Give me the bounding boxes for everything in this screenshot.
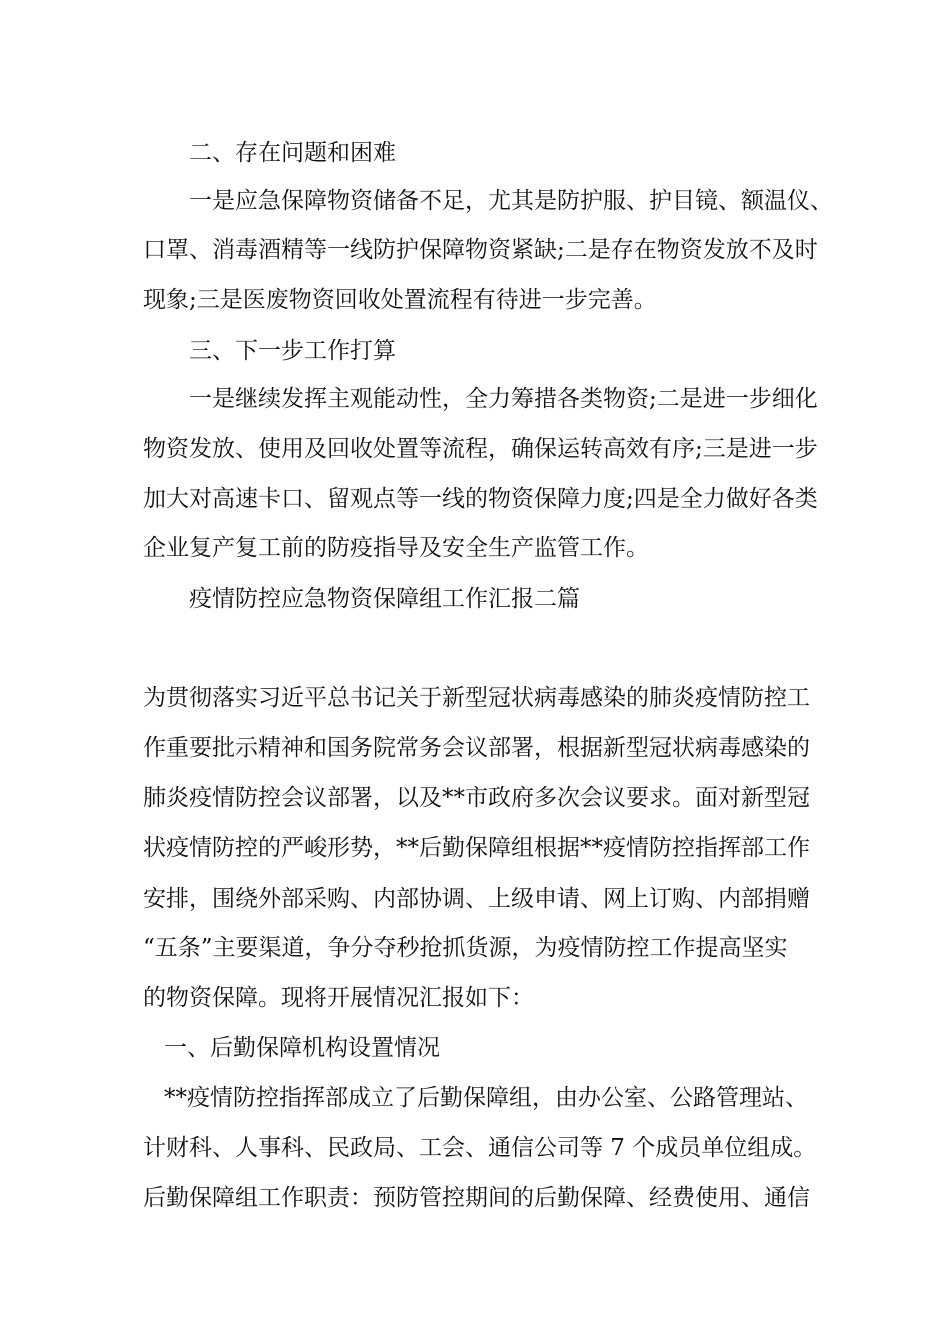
paragraph-line: 安排，围绕外部采购、内部协调、上级申请、网上订购、内部捐赠 [143, 886, 810, 912]
paragraph-line: 为贯彻落实习近平总书记关于新型冠状病毒感染的肺炎疫情防控工 [143, 685, 810, 711]
paragraph-line: 作重要批示精神和国务院常务会议部署，根据新型冠状病毒感染的 [143, 735, 810, 761]
paragraph-line: 后勤保障组工作职责：预防管控期间的后勤保障、经费使用、通信 [143, 1185, 810, 1211]
paragraph-line: 状疫情防控的严峻形势，**后勤保障组根据**疫情防控指挥部工作 [143, 835, 810, 861]
section-heading-logistics: 一、后勤保障机构设置情况 [164, 1035, 440, 1061]
paragraph-line: **疫情防控指挥部成立了后勤保障组，由办公室、公路管理站、 [164, 1085, 808, 1111]
paragraph-line: 计财科、人事科、民政局、工会、通信公司等 7 个成员单位组成。 [143, 1135, 817, 1161]
paragraph-line: 现象;三是医废物资回收处置流程有待进一步完善。 [143, 287, 657, 313]
paragraph-line: 的物资保障。现将开展情况汇报如下： [143, 985, 534, 1011]
section-heading-next-steps: 三、下一步工作打算 [189, 338, 396, 364]
paragraph-line: 肺炎疫情防控会议部署，以及**市政府多次会议要求。面对新型冠 [143, 785, 810, 811]
article-title: 疫情防控应急物资保障组工作汇报二篇 [189, 586, 580, 612]
paragraph-line: 一是继续发挥主观能动性，全力筹措各类物资;二是进一步细化 [189, 386, 818, 412]
paragraph-line: 一是应急保障物资储备不足，尤其是防护服、护目镜、额温仪、 [189, 188, 833, 214]
paragraph-line: 企业复产复工前的防疫指导及安全生产监管工作。 [143, 535, 649, 561]
section-heading-problems: 二、存在问题和困难 [189, 140, 396, 166]
paragraph-line: 物资发放、使用及回收处置等流程，确保运转高效有序;三是进一步 [143, 436, 818, 462]
paragraph-line: 加大对高速卡口、留观点等一线的物资保障力度;四是全力做好各类 [143, 486, 818, 512]
paragraph-line: 口罩、消毒酒精等一线防护保障物资紧缺;二是存在物资发放不及时 [143, 237, 818, 263]
paragraph-line: “五条”主要渠道，争分夺秒抢抓货源，为疫情防控工作提高坚实 [143, 935, 788, 961]
